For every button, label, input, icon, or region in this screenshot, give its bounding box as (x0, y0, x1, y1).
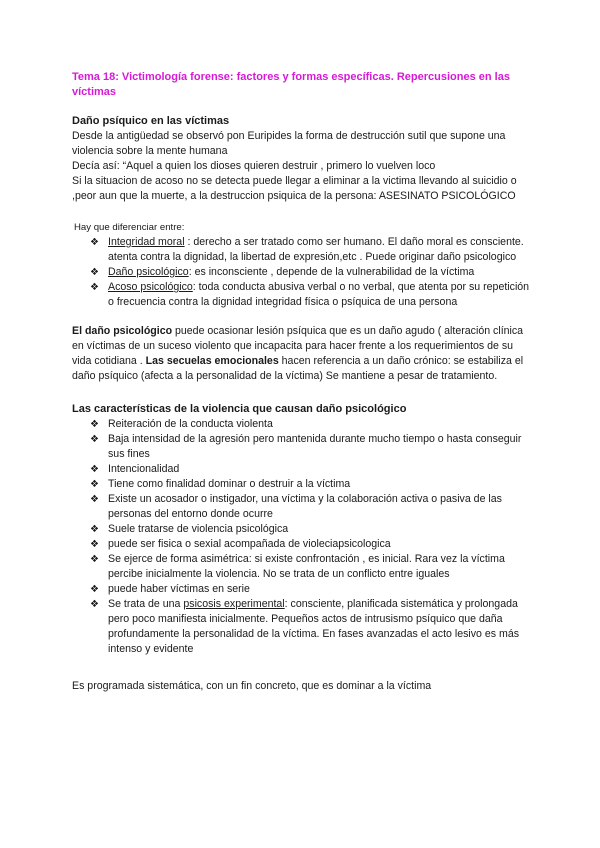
term-psicosis-experimental: psicosis experimental (183, 598, 285, 610)
list-item (72, 235, 532, 265)
paragraph-acoso: Si la situacion de acoso no se detecta puede llegar a eliminar a la victima llevando al suicidio o ,peor aun que la muerte, a la destruccion psiquica de la persona: ASESINATO PSICOLÓGICO (72, 175, 517, 202)
diamond-bullet-icon: ❖ (90, 479, 99, 490)
diamond-bullet-icon: ❖ (90, 419, 99, 430)
list-item (72, 597, 532, 657)
list-item-text: Intencionalidad (108, 463, 180, 475)
list-item-text: Tiene como finalidad dominar o destruir a la víctima (108, 478, 351, 490)
paragraph-text: puede ocasionar lesión psíquica que es un daño agudo ( alteración clínica en víctimas de un suceso violento que incapacita para hacer frente a los requerimientos de su vida cotidiana . (72, 325, 524, 367)
term-dano-psicologico: Daño psicológico (108, 266, 189, 278)
list-item (72, 417, 532, 432)
list-item (72, 522, 532, 537)
document-title: Tema 18: Victimología forense: factores y formas específicas. Repercusiones en las víctimas (72, 71, 510, 98)
diamond-bullet-icon: ❖ (90, 539, 99, 550)
term-acoso-psicologico: Acoso psicológico (108, 281, 193, 293)
list-item-text: Se trata de una (108, 598, 184, 610)
list-item (72, 537, 532, 552)
document-body (72, 70, 532, 694)
list-item-text: Suele tratarse de violencia psicológica (108, 523, 289, 535)
list-item-text: puede ser fisica o sexial acompañada de violeciapsicologica (108, 538, 391, 550)
bold-term: Las secuelas emocionales (145, 355, 279, 367)
paragraph-euripides: Desde la antigüedad se observó pon Euripides la forma de destrucción sutil que supone una violencia sobre la mente humana (72, 130, 506, 157)
list-item (72, 432, 532, 462)
list-item-text: Existe un acosador o instigador, una víctima y la colaboración activa o pasiva de las personas del entorno donde ocurre (108, 493, 502, 520)
section-heading-dano-psiquico: Daño psíquico en las víctimas (72, 115, 230, 127)
diamond-bullet-icon: ❖ (90, 584, 99, 595)
diferenciar-list (72, 235, 532, 310)
caracteristicas-list (72, 417, 532, 657)
list-item-text: Se ejerce de forma asimétrica: si existe confrontación , es inicial. Rara vez la víctima percibe inicialmente la violencia. No se trata de un conflicto entre iguales (108, 553, 505, 580)
bold-term: El daño psicológico (72, 325, 173, 337)
paragraph-dano-psicologico (72, 324, 532, 384)
diferenciar-intro: Hay que diferenciar entre: (74, 222, 185, 233)
list-item (72, 492, 532, 522)
diamond-bullet-icon: ❖ (90, 494, 99, 505)
definition-text: : derecho a ser tratado como ser humano. El daño moral es consciente. atenta contra la dignidad, la libertad de expresión,etc . Puede originar daño psicologico (108, 236, 524, 263)
list-item (72, 582, 532, 597)
closing-paragraph: Es programada sistemática, con un fin concreto, que es dominar a la víctima (72, 680, 432, 692)
diamond-bullet-icon: ❖ (90, 434, 99, 445)
diamond-bullet-icon: ❖ (90, 524, 99, 535)
section-heading-caracteristicas: Las características de la violencia que causan daño psicológico (72, 403, 407, 415)
diamond-bullet-icon: ❖ (90, 267, 99, 278)
term-integridad-moral: Integridad moral (108, 236, 185, 248)
list-item-text: puede haber víctimas en serie (108, 583, 250, 595)
definition-text: : es inconsciente , depende de la vulnerabilidad de la víctima (188, 266, 475, 278)
diamond-bullet-icon: ❖ (90, 237, 99, 248)
list-item (72, 462, 532, 477)
definition-text: : toda conducta abusiva verbal o no verbal, que atenta por su repetición o frecuencia contra la dignidad integridad física o psíquica de una persona (108, 281, 530, 308)
list-item (72, 477, 532, 492)
diamond-bullet-icon: ❖ (90, 599, 99, 610)
diamond-bullet-icon: ❖ (90, 554, 99, 565)
list-item-text: : consciente, planificada sistemática y prolongada pero poco manifiesta inicialmente. Pequeños actos de intrusismo psíquico que daña profundamente la personalidad de la víctima. En fases avanzadas el acto lesivo es más intenso y evidente (108, 598, 520, 655)
list-item-text: Reiteración de la conducta violenta (108, 418, 273, 430)
paragraph-cita: Decía así: “Aquel a quien los dioses quieren destruir , primero lo vuelven loco (72, 160, 436, 172)
diamond-bullet-icon: ❖ (90, 464, 99, 475)
list-item-text: Baja intensidad de la agresión pero mantenida durante mucho tiempo o hasta conseguir sus fines (108, 433, 522, 460)
list-item (72, 552, 532, 582)
paragraph-text: hacen referencia a un daño crónico: se estabiliza el daño psíquico (afecta a la personalidad de la víctima) Se mantiene a pesar de tratamiento. (72, 355, 524, 382)
list-item (72, 280, 532, 310)
diamond-bullet-icon: ❖ (90, 282, 99, 293)
list-item (72, 265, 532, 280)
